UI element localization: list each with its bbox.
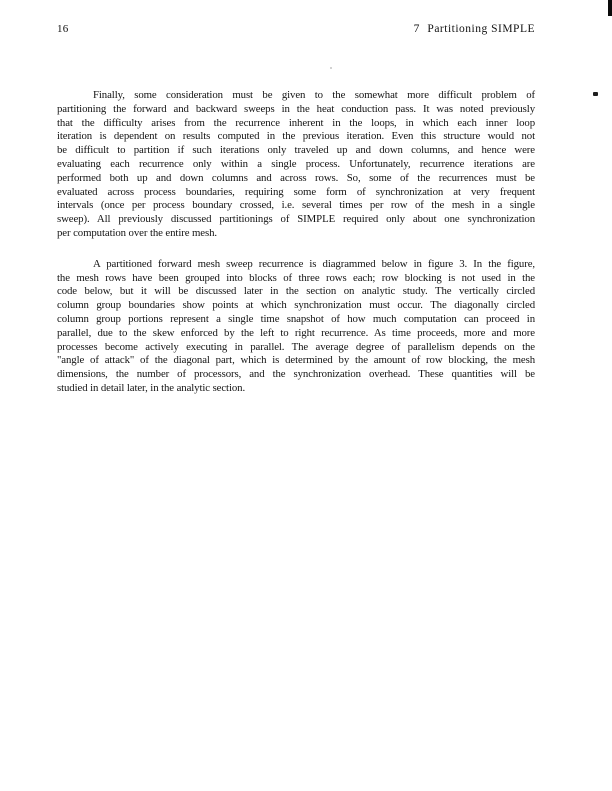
scan-artifact-dash — [593, 92, 598, 96]
text-line: per computation over the entire mesh. — [57, 226, 217, 239]
text-line: Finally, some consideration must be given to the somewhat more difficult problem of — [93, 89, 535, 101]
text-block — [57, 89, 535, 396]
text-line: column group portions represent a single time snapshot of how much computation can proceed in — [57, 312, 535, 325]
text-line: processes become actively executing in parallel. The average degree of parallelism depends on the — [57, 340, 535, 353]
text-line: partitioning the forward and backward sweeps in the heat conduction pass. It was noted previously — [57, 102, 535, 115]
page-number: 16 — [57, 23, 69, 35]
text-line: parallel, due to the skew enforced by the left to right recurrence. As time proceeds, more and more — [57, 326, 535, 339]
text-line: iteration is dependent on results computed in the previous iteration. Even this structure would not — [57, 130, 535, 143]
scan-artifact-speck — [330, 67, 332, 69]
text-line: evaluating each recurrence only within a single process. Unfortunately, recurrence iterations are — [57, 157, 535, 170]
text-line: studied in detail later, in the analytic section. — [57, 381, 246, 394]
text-line: code below, but it will be discussed later in the section on analytic study. The vertically circled — [57, 285, 535, 298]
text-line: intervals (once per process boundary crossed, i.e. several times per row of the mesh in a single — [57, 199, 535, 212]
text-line: A partitioned forward mesh sweep recurrence is diagrammed below in figure 3. In the figure, — [93, 257, 535, 270]
text-line: sweep). All previously discussed partitionings of SIMPLE required only about one synchronization — [57, 213, 535, 226]
text-line: "angle of attack" of the diagonal part, which is determined by the amount of row blocking, the mesh — [57, 354, 535, 367]
paragraph — [57, 258, 535, 396]
text-line: the mesh rows have been grouped into blocks of three rows each; row blocking is not used in the — [57, 271, 535, 284]
section-number: 7 — [413, 23, 420, 35]
text-line: column group boundaries show points at which synchronization must occur. The diagonally circled — [57, 299, 535, 312]
section-header — [414, 23, 535, 35]
text-line: evaluated across process boundaries, requiring some form of synchronization at very frequent — [57, 185, 535, 198]
text-line: performed both up and down columns and across rows. So, some of the recurrences must be — [57, 171, 535, 184]
text-line: dimensions, the number of processors, and the synchronization overhead. These quantities will be — [57, 368, 535, 381]
section-title: Partitioning SIMPLE — [427, 23, 535, 35]
text-line: be difficult to partition if such iterations only traveled up and down columns, and hence were — [57, 144, 535, 157]
paragraph — [57, 89, 535, 241]
scan-artifact-corner-bar — [608, 0, 612, 16]
text-line: that the difficulty arises from the recurrence inherent in the loops, in which each inner loop — [57, 116, 535, 129]
running-header — [57, 23, 535, 35]
